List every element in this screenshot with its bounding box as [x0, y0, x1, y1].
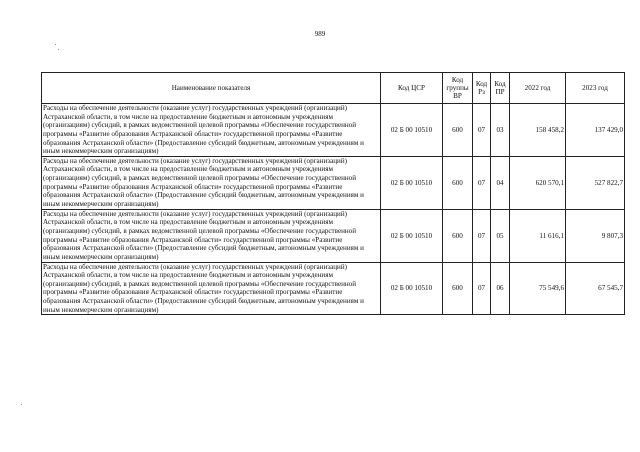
amount-2023-cell: 9 807,3	[566, 209, 625, 262]
scan-speck	[21, 404, 22, 405]
rz-code-cell: 07	[473, 262, 491, 315]
indicator-name-cell: Расходы на обеспечение деятельности (оказание услуг) государственных учреждений (организаций) Астраханской области, в том числе на предоставление бюджетным и автономным учреждениям (организациям) субсидий, в рамках ведомственной целевой программы «Обеспечение государственной программы «Развитие образования Астраханской области» государственной программы «Развитие образования Астраханской области» (Предоставление субсидий бюджетным, автономным учреждениям и иным некоммерческим организациям)	[42, 262, 381, 315]
scan-speck	[55, 44, 56, 45]
budget-table	[41, 72, 625, 315]
header-vr-code: Код группы ВР	[443, 73, 473, 104]
rz-code-cell: 07	[473, 156, 491, 209]
indicator-name-cell: Расходы на обеспечение деятельности (оказание услуг) государственных учреждений (организаций) Астраханской области, в том числе на предоставление бюджетным и автономным учреждениям (организациям) субсидий, в рамках ведомственной целевой программы «Обеспечение государственной программы «Развитие образования Астраханской области» государственной программы «Развитие образования Астраханской области» (Предоставление субсидий бюджетным, автономным учреждениям и иным некоммерческим организациям)	[42, 156, 381, 209]
vr-code-cell: 600	[443, 262, 473, 315]
header-year-2022: 2022 год	[510, 73, 566, 104]
vr-code-cell: 600	[443, 156, 473, 209]
rz-code-cell: 07	[473, 209, 491, 262]
amount-2022-cell: 620 570,1	[510, 156, 566, 209]
scan-speck	[58, 49, 59, 50]
header-pr-code: Код ПР	[491, 73, 510, 104]
rz-code-cell: 07	[473, 104, 491, 157]
pr-code-cell: 06	[491, 262, 510, 315]
pr-code-cell: 03	[491, 104, 510, 157]
header-year-2023: 2023 год	[566, 73, 625, 104]
header-rz-code: Код Рз	[473, 73, 491, 104]
table-row	[42, 156, 625, 209]
csr-code-cell: 02 Б 00 10510	[381, 156, 443, 209]
amount-2023-cell: 527 822,7	[566, 156, 625, 209]
indicator-name-cell: Расходы на обеспечение деятельности (оказание услуг) государственных учреждений (организаций) Астраханской области, в том числе на предоставление бюджетным и автономным учреждениям (организациям) субсидий, в рамках ведомственной целевой программы «Обеспечение государственной программы «Развитие образования Астраханской области» государственной программы «Развитие образования Астраханской области» (Предоставление субсидий бюджетным, автономным учреждениям и иным некоммерческим организациям)	[42, 104, 381, 157]
table-row	[42, 104, 625, 157]
vr-code-cell: 600	[443, 104, 473, 157]
pr-code-cell: 04	[491, 156, 510, 209]
table-row	[42, 209, 625, 262]
indicator-name-cell: Расходы на обеспечение деятельности (оказание услуг) государственных учреждений (организаций) Астраханской области, в том числе на предоставление бюджетным и автономным учреждениям (организациям) субсидий, в рамках ведомственной целевой программы «Обеспечение государственной программы «Развитие образования Астраханской области» государственной программы «Развитие образования Астраханской области» (Предоставление субсидий бюджетным, автономным учреждениям и иным некоммерческим организациям)	[42, 209, 381, 262]
table-header-row	[42, 73, 625, 104]
page-number: 989	[314, 30, 326, 38]
header-indicator-name: Наименование показателя	[42, 73, 381, 104]
table-row	[42, 262, 625, 315]
amount-2022-cell: 75 549,6	[510, 262, 566, 315]
csr-code-cell: 02 Б 00 10510	[381, 104, 443, 157]
amount-2022-cell: 158 458,2	[510, 104, 566, 157]
amount-2023-cell: 67 545,7	[566, 262, 625, 315]
amount-2022-cell: 11 616,1	[510, 209, 566, 262]
csr-code-cell: 02 Б 00 10510	[381, 262, 443, 315]
header-csr-code: Код ЦСР	[381, 73, 443, 104]
amount-2023-cell: 137 429,0	[566, 104, 625, 157]
csr-code-cell: 02 Б 00 10510	[381, 209, 443, 262]
vr-code-cell: 600	[443, 209, 473, 262]
pr-code-cell: 05	[491, 209, 510, 262]
